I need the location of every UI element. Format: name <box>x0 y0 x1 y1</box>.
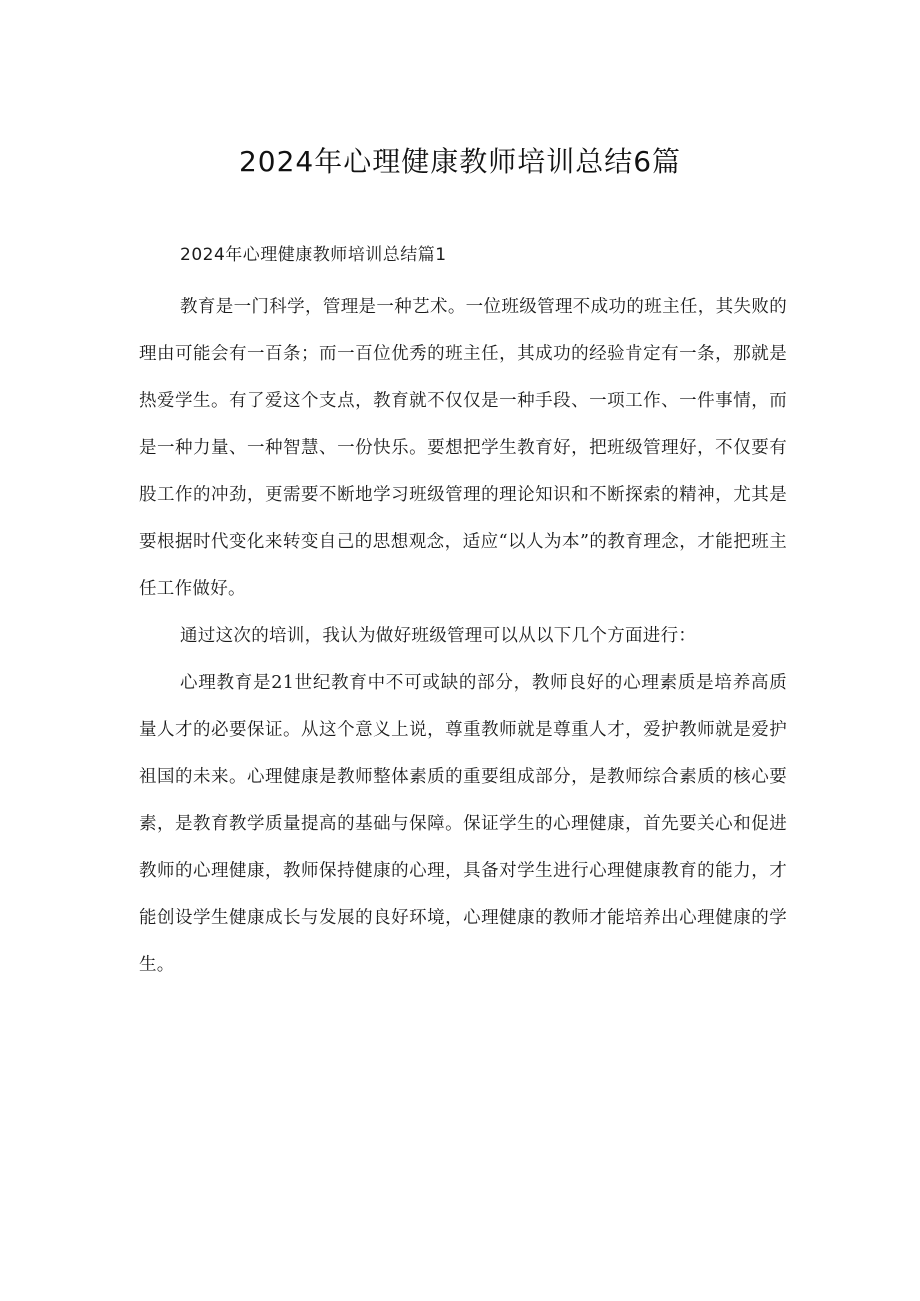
paragraph-1: 教育是一门科学，管理是一种艺术。一位班级管理不成功的班主任，其失败的理由可能会有一百条；而一百位优秀的班主任，其成功的经验肯定有一条，那就是热爱学生。有了爱这个支点，教育就不仅仅是一种手段、一项工作、一件事情，而是一种力量、一种智慧、一份快乐。要想把学生教育好，把班级管理好，不仅要有股工作的冲劲，更需要不断地学习班级管理的理论知识和不断探索的精神，尤其是要根据时代变化来转变自己的思想观念，适应“以人为本”的教育理念，才能把班主任工作做好。 <box>139 297 787 599</box>
section-heading: 2024年心理健康教师培训总结篇1 <box>180 245 447 265</box>
paragraph-3: 心理教育是21世纪教育中不可或缺的部分，教师良好的心理素质是培养高质量人才的必要保证。从这个意义上说，尊重教师就是尊重人才，爱护教师就是爱护祖国的未来。心理健康是教师整体素质的重要组成部分，是教师综合素质的核心要素，是教育教学质量提高的基础与保障。保证学生的心理健康，首先要关心和促进教师的心理健康，教师保持健康的心理，具备对学生进行心理健康教育的能力，才能创设学生健康成长与发展的良好环境，心理健康的教师才能培养出心理健康的学生。 <box>139 673 787 975</box>
document-title: 2024年心理健康教师培训总结6篇 <box>238 145 682 178</box>
paragraph-2: 通过这次的培训，我认为做好班级管理可以从以下几个方面进行： <box>180 626 697 646</box>
document-body <box>139 236 787 989</box>
